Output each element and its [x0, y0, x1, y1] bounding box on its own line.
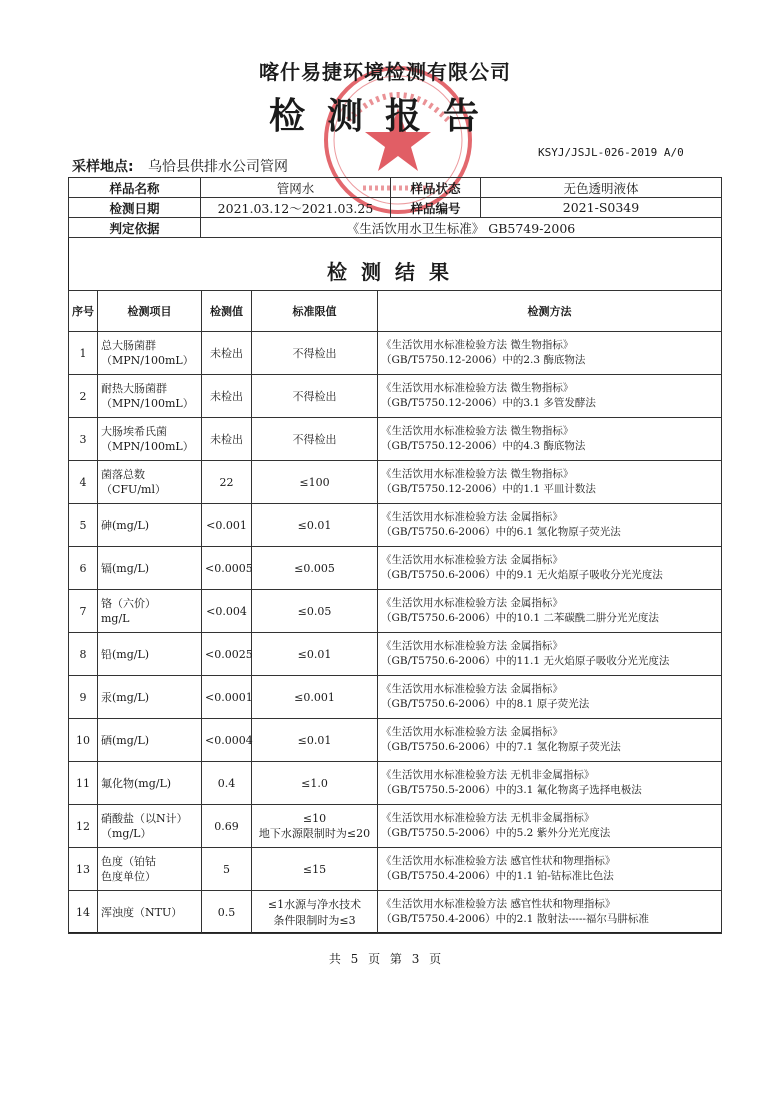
test-item: [98, 547, 202, 590]
test-value: 0.69: [202, 805, 252, 848]
test-method-line2: （GB/T5750.6-2006）中的6.1 氢化物原子荧光法: [381, 526, 621, 538]
table-row: [69, 762, 722, 805]
test-item-line1: 镉(mg/L): [101, 561, 150, 575]
standard-limit-line1: ≤0.01: [297, 647, 332, 661]
table-row: [69, 461, 722, 504]
test-method-line2: （GB/T5750.6-2006）中的8.1 原子荧光法: [381, 698, 590, 710]
test-method: [378, 805, 722, 848]
standard-limit-line1: ≤0.05: [297, 604, 332, 618]
test-method-line2: （GB/T5750.6-2006）中的9.1 无火焰原子吸收分光光度法: [381, 569, 663, 581]
test-method-line1: 《生活饮用水标准检验方法 金属指标》: [381, 683, 563, 695]
test-method: [378, 332, 722, 375]
test-method-line1: 《生活饮用水标准检验方法 感官性状和物理指标》: [381, 898, 616, 910]
col-header-limit: 标准限值: [252, 291, 378, 332]
col-header-no: 序号: [69, 291, 98, 332]
standard-limit-line1: ≤10: [302, 811, 327, 825]
test-date-label: 检测日期: [69, 198, 201, 218]
test-method-line1: 《生活饮用水标准检验方法 金属指标》: [381, 511, 563, 523]
standard-limit: [252, 461, 378, 504]
test-item-line1: 耐热大肠菌群: [101, 382, 167, 395]
test-value: <0.0001: [202, 676, 252, 719]
test-item-line2: mg/L: [101, 612, 130, 625]
sampling-site-label: 采样地点:: [72, 159, 134, 175]
test-item: [98, 418, 202, 461]
test-item: [98, 590, 202, 633]
standard-limit-line1: ≤100: [299, 475, 330, 489]
test-item-line1: 砷(mg/L): [101, 518, 150, 532]
col-header-item: 检测项目: [98, 291, 202, 332]
standard-limit-line1: 不得检出: [292, 390, 337, 403]
table-row: [69, 418, 722, 461]
test-item-line1: 色度（铂钴: [101, 855, 156, 868]
row-number: 6: [69, 547, 98, 590]
test-item-line2: （mg/L）: [101, 827, 152, 840]
row-number: 1: [69, 332, 98, 375]
standard-limit: [252, 676, 378, 719]
row-number: 4: [69, 461, 98, 504]
standard-limit: [252, 504, 378, 547]
standard-limit: [252, 633, 378, 676]
test-method: [378, 504, 722, 547]
row-number: 9: [69, 676, 98, 719]
table-row: [69, 805, 722, 848]
standard-limit: [252, 590, 378, 633]
results-table: [68, 290, 722, 934]
test-item-line1: 硝酸盐（以N计）: [101, 812, 188, 825]
test-item: [98, 633, 202, 676]
standard-limit-line1: ≤1.0: [301, 776, 328, 790]
test-value: <0.001: [202, 504, 252, 547]
test-value: 未检出: [202, 375, 252, 418]
sample-state-value: 无色透明液体: [481, 178, 722, 198]
table-row: [69, 891, 722, 934]
standard-limit-line1: 不得检出: [292, 347, 337, 360]
standard-limit-line2: 条件限制时为≤3: [273, 914, 356, 927]
table-row: [69, 547, 722, 590]
standard-limit-line1: ≤0.005: [294, 561, 335, 575]
row-number: 7: [69, 590, 98, 633]
test-item: [98, 848, 202, 891]
test-method-line1: 《生活饮用水标准检验方法 微生物指标》: [381, 339, 574, 351]
table-row: [69, 504, 722, 547]
test-method-line1: 《生活饮用水标准检验方法 无机非金属指标》: [381, 812, 595, 824]
standard-limit: [252, 719, 378, 762]
test-method-line1: 《生活饮用水标准检验方法 微生物指标》: [381, 382, 574, 394]
table-row: [69, 590, 722, 633]
sample-no-label: 样品编号: [391, 198, 481, 218]
test-method-line2: （GB/T5750.4-2006）中的1.1 铂-钴标准比色法: [381, 870, 614, 882]
test-item-line2: （MPN/100mL）: [101, 354, 194, 367]
results-title: 检测结果: [327, 260, 463, 284]
test-value: 0.4: [202, 762, 252, 805]
sample-state-label: 样品状态: [391, 178, 481, 198]
test-item-line2: 色度单位）: [101, 870, 156, 883]
row-number: 3: [69, 418, 98, 461]
test-method-line1: 《生活饮用水标准检验方法 金属指标》: [381, 640, 563, 652]
test-method-line2: （GB/T5750.6-2006）中的7.1 氢化物原子荧光法: [381, 741, 621, 753]
basis-value: 《生活饮用水卫生标准》 GB5749-2006: [201, 218, 722, 238]
test-method: [378, 590, 722, 633]
test-item: [98, 375, 202, 418]
test-method: [378, 461, 722, 504]
standard-limit-line1: ≤0.01: [297, 733, 332, 747]
table-row: [69, 848, 722, 891]
results-header-row: [69, 291, 722, 332]
test-item: [98, 504, 202, 547]
standard-limit: [252, 805, 378, 848]
standard-limit: [252, 848, 378, 891]
col-header-value: 检测值: [202, 291, 252, 332]
test-method: [378, 676, 722, 719]
test-item-line1: 总大肠菌群: [101, 339, 156, 352]
table-row: [69, 332, 722, 375]
test-item-line1: 大肠埃希氏菌: [101, 425, 167, 438]
page-indicator: 共 5 页 第 3 页: [328, 952, 442, 966]
test-item: [98, 676, 202, 719]
standard-limit-line1: ≤1水源与净水技术: [267, 898, 362, 911]
test-value: 0.5: [202, 891, 252, 934]
row-number: 5: [69, 504, 98, 547]
sample-info-table: [68, 177, 722, 238]
row-number: 10: [69, 719, 98, 762]
test-method-line1: 《生活饮用水标准检验方法 微生物指标》: [381, 425, 574, 437]
test-item-line1: 铬（六价）: [101, 597, 156, 610]
test-method-line1: 《生活饮用水标准检验方法 金属指标》: [381, 597, 563, 609]
test-method: [378, 547, 722, 590]
standard-limit: [252, 332, 378, 375]
test-item: [98, 332, 202, 375]
table-row: [69, 375, 722, 418]
test-method: [378, 719, 722, 762]
standard-limit-line2: 地下水源限制时为≤20: [258, 826, 371, 840]
standard-limit-line1: 不得检出: [292, 433, 337, 446]
test-value: <0.0025: [202, 633, 252, 676]
test-method-line2: （GB/T5750.4-2006）中的2.1 散射法-----福尔马肼标准: [381, 913, 649, 925]
test-item-line2: （CFU/ml）: [101, 483, 166, 496]
standard-limit-line1: ≤15: [302, 862, 327, 876]
test-value: <0.0005: [202, 547, 252, 590]
test-item-line2: （MPN/100mL）: [101, 397, 194, 410]
row-number: 12: [69, 805, 98, 848]
results-body: [69, 332, 722, 934]
test-item-line1: 铅(mg/L): [101, 647, 150, 661]
standard-limit-line1: ≤0.001: [294, 690, 335, 704]
test-method: [378, 762, 722, 805]
test-date-value: 2021.03.12～2021.03.25: [201, 198, 391, 218]
test-item-line1: 浑浊度（NTU）: [101, 905, 183, 919]
test-method-line2: （GB/T5750.12-2006）中的4.3 酶底物法: [381, 440, 586, 452]
standard-limit-line1: ≤0.01: [297, 518, 332, 532]
standard-limit: [252, 547, 378, 590]
test-item: [98, 762, 202, 805]
sample-name-label: 样品名称: [69, 178, 201, 198]
test-item: [98, 891, 202, 934]
row-number: 11: [69, 762, 98, 805]
test-item-line2: （MPN/100mL）: [101, 440, 194, 453]
test-item-line1: 汞(mg/L): [101, 690, 150, 704]
test-value: <0.0004: [202, 719, 252, 762]
test-method-line2: （GB/T5750.6-2006）中的10.1 二苯碳酰二肼分光光度法: [381, 612, 659, 624]
sample-name-value: 管网水: [201, 178, 391, 198]
test-method: [378, 891, 722, 934]
test-method: [378, 848, 722, 891]
test-item-line1: 氟化物(mg/L): [101, 776, 172, 790]
table-row: [69, 676, 722, 719]
document-number: KSYJ/JSJL-026-2019 A/0: [538, 146, 684, 159]
table-row: [69, 633, 722, 676]
test-method-line1: 《生活饮用水标准检验方法 无机非金属指标》: [381, 769, 595, 781]
test-method-line1: 《生活饮用水标准检验方法 金属指标》: [381, 726, 563, 738]
test-item: [98, 719, 202, 762]
test-value: 未检出: [202, 418, 252, 461]
test-method-line2: （GB/T5750.12-2006）中的3.1 多管发酵法: [381, 397, 596, 409]
test-item: [98, 805, 202, 848]
sampling-site-value: 乌恰县供排水公司管网: [148, 159, 288, 175]
test-value: 22: [202, 461, 252, 504]
test-value: <0.004: [202, 590, 252, 633]
standard-limit: [252, 891, 378, 934]
standard-limit: [252, 762, 378, 805]
table-row: [69, 719, 722, 762]
test-method-line1: 《生活饮用水标准检验方法 感官性状和物理指标》: [381, 855, 616, 867]
test-item-line1: 菌落总数: [101, 468, 145, 481]
report-title: 检测报告: [268, 96, 501, 137]
test-method-line2: （GB/T5750.12-2006）中的1.1 平皿计数法: [381, 483, 596, 495]
row-number: 14: [69, 891, 98, 934]
test-method: [378, 418, 722, 461]
test-method: [378, 375, 722, 418]
test-method-line1: 《生活饮用水标准检验方法 金属指标》: [381, 554, 563, 566]
test-method-line2: （GB/T5750.6-2006）中的11.1 无火焰原子吸收分光光度法: [381, 655, 670, 667]
test-method-line2: （GB/T5750.12-2006）中的2.3 酶底物法: [381, 354, 586, 366]
row-number: 13: [69, 848, 98, 891]
standard-limit: [252, 418, 378, 461]
test-method-line2: （GB/T5750.5-2006）中的3.1 氟化物离子选择电极法: [381, 784, 642, 796]
company-name: 喀什易捷环境检测有限公司: [259, 60, 511, 84]
test-method-line2: （GB/T5750.5-2006）中的5.2 紫外分光光度法: [381, 827, 611, 839]
standard-limit: [252, 375, 378, 418]
test-method-line1: 《生活饮用水标准检验方法 微生物指标》: [381, 468, 574, 480]
row-number: 2: [69, 375, 98, 418]
col-header-method: 检测方法: [378, 291, 722, 332]
test-item: [98, 461, 202, 504]
test-value: 未检出: [202, 332, 252, 375]
test-value: 5: [202, 848, 252, 891]
row-number: 8: [69, 633, 98, 676]
basis-label: 判定依据: [69, 218, 201, 238]
test-method: [378, 633, 722, 676]
sample-no-value: 2021-S0349: [481, 198, 722, 218]
test-item-line1: 硒(mg/L): [101, 733, 150, 747]
